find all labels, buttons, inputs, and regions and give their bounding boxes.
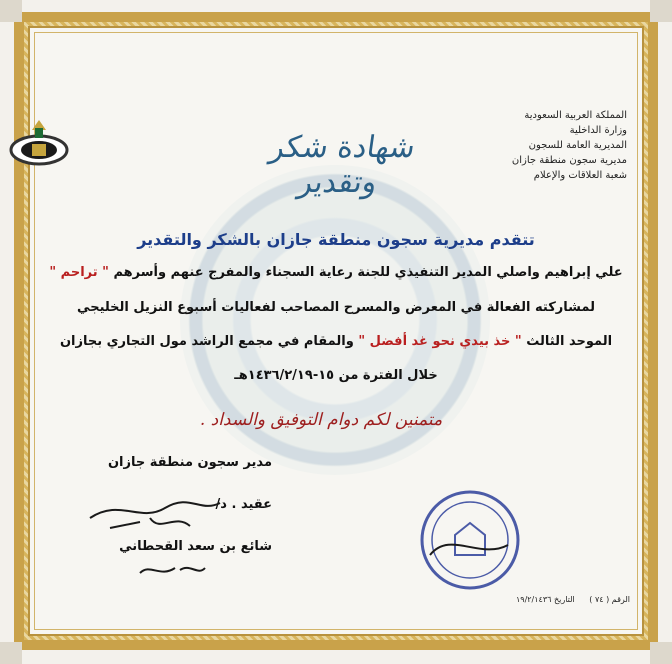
period-line: خلال الفترة من ١٥-١٤٣٦/٢/١٩هـ	[234, 368, 438, 383]
recipient-text: علي إبراهيم واصلي المدير التنفيذي للجنة رعاية السجناء والمفرج عنهم وأسرهم	[113, 265, 623, 280]
committee-name: " تراحم "	[49, 265, 109, 280]
recipient-line	[48, 265, 624, 280]
wishes-text: متمنين لكم دوام التوفيق والسداد .	[199, 410, 443, 430]
ministry-line: المملكة العربية السعودية	[524, 110, 627, 121]
reference-date: التاريخ ١٩/٢/١٤٣٦	[515, 595, 575, 604]
corner-tr	[650, 0, 672, 22]
corner-tl	[0, 0, 22, 22]
event-prefix: الموحد الثالث	[526, 334, 613, 349]
event-slogan: " خذ بيدي نحو غد أفضل "	[358, 334, 522, 349]
ministry-line: المديرية العامة للسجون	[528, 140, 627, 151]
corner-bl	[0, 642, 22, 664]
ministry-line: وزارة الداخلية	[569, 125, 627, 136]
ministry-line: مديرية سجون منطقة جازان	[511, 155, 627, 166]
signatory-title: مدير سجون منطقة جازان	[107, 455, 272, 470]
reference-number: الرقم ( ٧٤ )	[589, 595, 630, 604]
official-stamp	[410, 485, 530, 595]
certificate-title: شهادة شكر وتقدير	[267, 130, 418, 200]
event-venue: والمقام في مجمع الراشد مول التجاري بجازان	[59, 334, 354, 349]
signatory-name: شائع بن سعد القحطاني	[119, 539, 272, 554]
prisons-logo-icon	[8, 116, 70, 174]
ministry-line: شعبة العلاقات والإعلام	[533, 170, 627, 181]
signatory-rank: عقيد . د/	[215, 497, 272, 512]
corner-br	[650, 642, 672, 664]
event-line	[48, 334, 624, 349]
ministry-header	[512, 108, 627, 183]
handwritten-signature	[80, 478, 230, 588]
participation-line: لمشاركته الفعالة في المعرض والمسرح المصاحب لفعاليات أسبوع النزيل الخليجي	[77, 300, 595, 315]
reference-line	[420, 595, 630, 604]
intro-line: تتقدم مديرية سجون منطقة جازان بالشكر والتقدير	[137, 230, 535, 249]
